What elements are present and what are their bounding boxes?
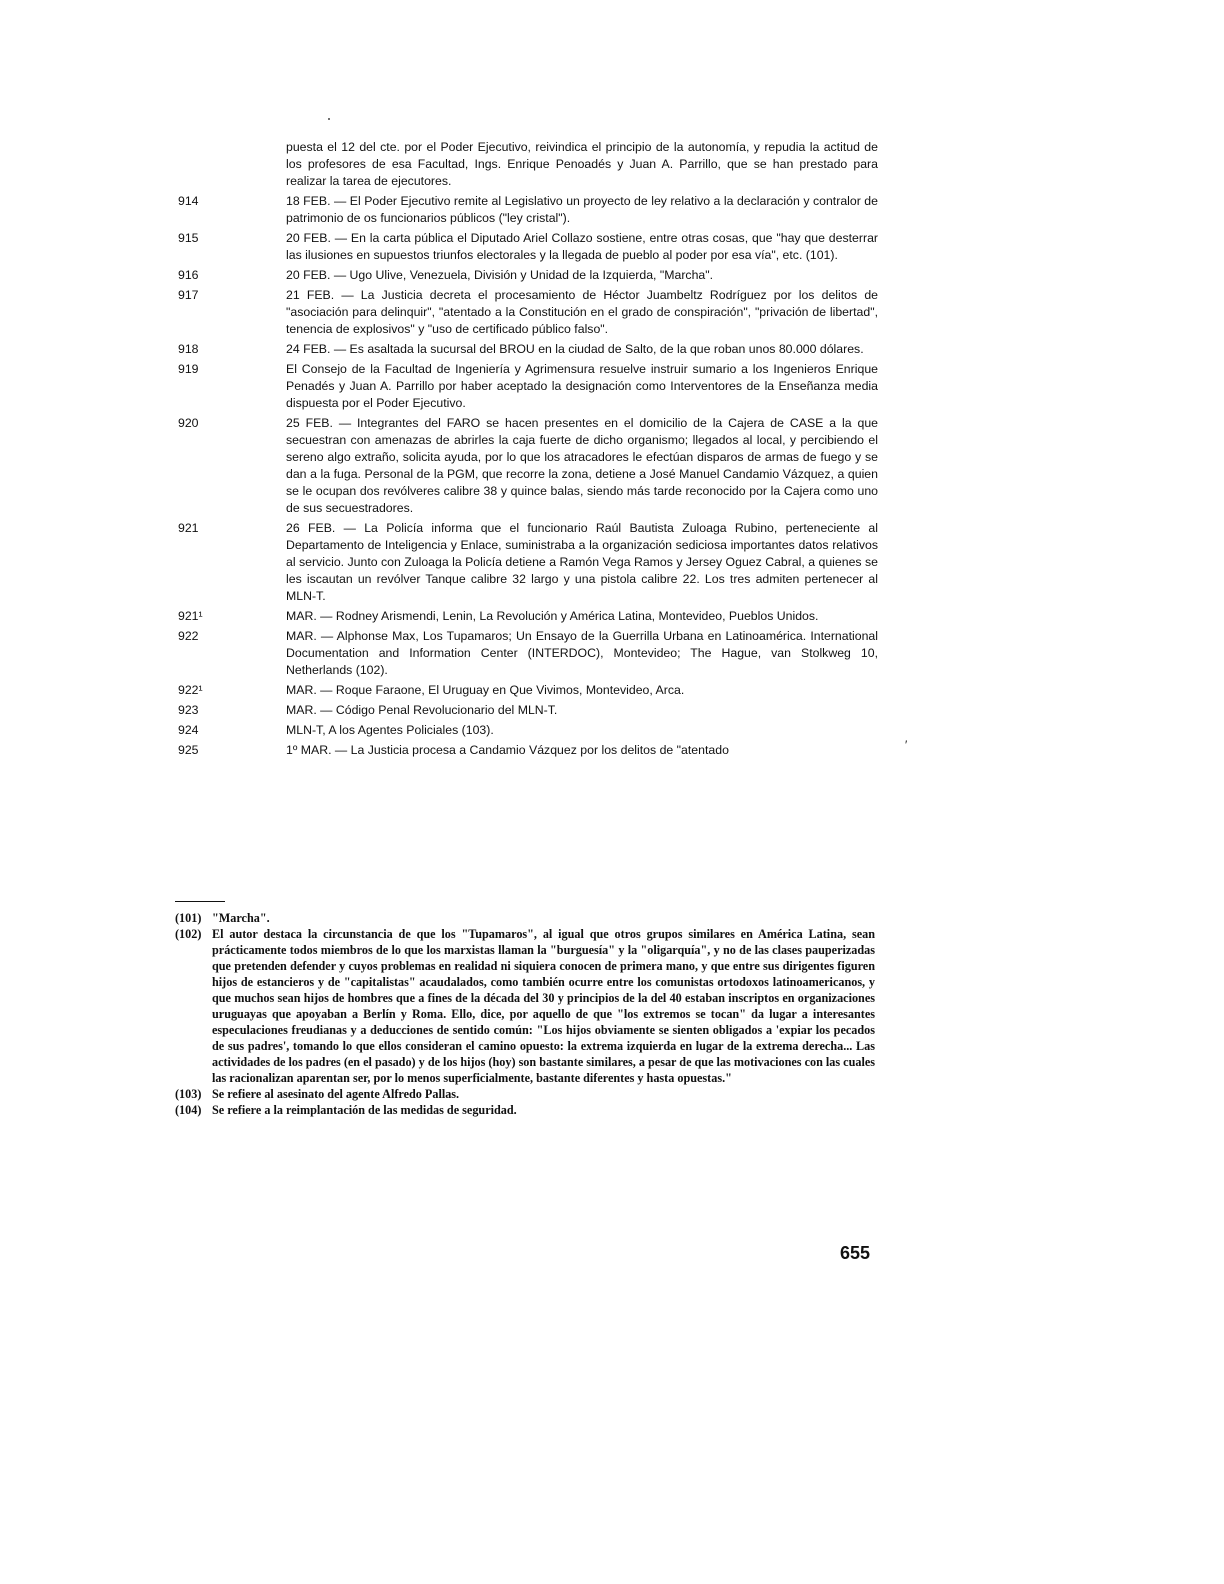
stray-mark: ′	[905, 738, 908, 752]
entry-number: 919	[178, 362, 199, 376]
footnote-101	[175, 910, 875, 926]
entry-number: 921¹	[178, 609, 203, 623]
entry-text: 24 FEB. — Es asaltada la sucursal del BROU en la ciudad de Salto, de la que roban unos 80.000 dólares.	[286, 342, 864, 356]
entry-925	[178, 742, 878, 759]
entry-text: 18 FEB. — El Poder Ejecutivo remite al Legislativo un proyecto de ley relativo a la declaración y contralor de patrimonio de os funcionarios públicos ("ley cristal").	[286, 194, 878, 225]
footnote-text: El autor destaca la circunstancia de que los "Tupamaros", al igual que otros grupos similares en América Latina, sean prácticamente todos miembros de lo que los marxistas llaman la "burguesía" y la "oligarquía", y no de las clases pauperizadas que pretenden defender y cuyos problemas en realidad ni siquiera conocen de primera mano, y que entre sus dirigentes figuren hijos de estancieros y de "capitalistas" acaudalados, como también ocurre entre los comunistas ortodoxos latinoamericanos, y que muchos sean hijos de hombres que a fines de la década del 30 y principios de la del 40 estaban inscriptos en organizaciones uruguayas que apoyaban a Berlín y Roma. Ello, dice, por aquello de que "los extremos se tocan" da lugar a interesantes especulaciones freudianas y a deducciones de sentido común: "Los hijos obviamente se sienten obligados a 'expiar los pecados de sus padres', tomando lo que ellos consideran el camino opuesto: la extrema izquierda en lugar de la extrema derecha... Las actividades de los padres (en el pasado) y de los hijos (hoy) son bastante similares, a pesar de que las motivaciones con las cuales las racionalizan aparentan ser, por lo menos superficialmente, bastante diferentes y hasta opuestas."	[212, 927, 875, 1085]
entry-922-1	[178, 682, 878, 699]
entry-text: MAR. — Rodney Arismendi, Lenin, La Revolución y América Latina, Montevideo, Pueblos Unidos.	[286, 609, 819, 623]
chronology-entries	[178, 139, 878, 762]
entry-number: 925	[178, 743, 199, 757]
entry-924	[178, 722, 878, 739]
entry-914	[178, 193, 878, 227]
entry-text: 25 FEB. — Integrantes del FARO se hacen presentes en el domicilio de la Cajera de CASE a la que secuestran con amenazas de abrirles la caja fuerte de dicho organismo; llegados al local, y percibiendo el sereno algo extraño, solicita ayuda, por lo que los atracadores le efectúan disparos de armas de fuego y se dan a la fuga. Personal de la PGM, que recorre la zona, detiene a José Manuel Candamio Vázquez, a quien se le ocupan dos revólveres calibre 38 y quince balas, siendo más tarde reconocido por la Cajera como uno de sus secuestradores.	[286, 416, 878, 515]
page-number: 655	[840, 1243, 871, 1263]
entry-number: 918	[178, 342, 199, 356]
footnote-text: Se refiere a la reimplantación de las medidas de seguridad.	[212, 1103, 517, 1117]
footnote-102	[175, 926, 875, 1086]
entry-922	[178, 628, 878, 679]
footnote-number: (101)	[175, 911, 202, 925]
entry-number: 922¹	[178, 683, 203, 697]
entry-number: 914	[178, 194, 199, 208]
entry-919	[178, 361, 878, 412]
footnotes	[175, 910, 875, 1118]
entry-number: 920	[178, 416, 199, 430]
entry-917	[178, 287, 878, 338]
entry-number: 922	[178, 629, 199, 643]
entry-number: 916	[178, 268, 199, 282]
entry-continuation	[178, 139, 878, 190]
footnote-text: "Marcha".	[212, 911, 270, 925]
entry-text: MAR. — Alphonse Max, Los Tupamaros; Un Ensayo de la Guerrilla Urbana en Latinoamérica. International Documentation and Information Center (INTERDOC), Montevideo; The Hague, van Stolkweg 10, Netherlands (102).	[286, 629, 878, 677]
entry-text: El Consejo de la Facultad de Ingeniería y Agrimensura resuelve instruir sumario a los Ingenieros Enrique Penadés y Juan A. Parrillo por haber aceptado la designación como Interventores de la Enseñanza media dispuesta por el Poder Ejecutivo.	[286, 362, 878, 410]
entry-number: 923	[178, 703, 199, 717]
entry-text: 1º MAR. — La Justicia procesa a Candamio Vázquez por los delitos de "atentado	[286, 743, 729, 757]
entry-text: MAR. — Roque Faraone, El Uruguay en Que Vivimos, Montevideo, Arca.	[286, 683, 685, 697]
footnote-103	[175, 1086, 875, 1102]
entry-text: MAR. — Código Penal Revolucionario del MLN-T.	[286, 703, 558, 717]
entry-text: 26 FEB. — La Policía informa que el funcionario Raúl Bautista Zuloaga Rubino, perteneciente al Departamento de Inteligencia y Enlace, suministraba a la organización sediciosa importantes datos relativos al servicio. Junto con Zuloaga la Policía detiene a Ramón Vega Ramos y Jersey Oguez Cabral, a quienes se les iscautan un revólver Tanque calibre 32 largo y una pistola calibre 22. Los tres admiten pertenecer al MLN-T.	[286, 521, 878, 603]
entry-916	[178, 267, 878, 284]
entry-915	[178, 230, 878, 264]
entry-923	[178, 702, 878, 719]
entry-918	[178, 341, 878, 358]
entry-text: 21 FEB. — La Justicia decreta el procesamiento de Héctor Juambeltz Rodríguez por los delitos de "asociación para delinquir", "atentado a la Constitución en el grado de conspiración", "privación de libertad", tenencia de explosivos" y "uso de certificado público falso".	[286, 288, 878, 336]
entry-number: 917	[178, 288, 199, 302]
speck-mark	[328, 118, 330, 120]
entry-920	[178, 415, 878, 517]
entry-text: puesta el 12 del cte. por el Poder Ejecutivo, reivindica el principio de la autonomía, y repudia la actitud de los profesores de esa Facultad, Ings. Enrique Penoadés y Juan A. Parrillo, que se han prestado para realizar la tarea de ejecutores.	[286, 140, 878, 188]
footnote-divider	[175, 901, 225, 902]
footnote-text: Se refiere al asesinato del agente Alfredo Pallas.	[212, 1087, 460, 1101]
entry-number	[178, 139, 286, 190]
footnote-number: (102)	[175, 927, 202, 941]
entry-text: 20 FEB. — Ugo Ulive, Venezuela, División y Unidad de la Izquierda, "Marcha".	[286, 268, 714, 282]
entry-number: 921	[178, 521, 199, 535]
entry-number: 915	[178, 231, 199, 245]
entry-text: 20 FEB. — En la carta pública el Diputado Ariel Collazo sostiene, entre otras cosas, que "hay que desterrar las ilusiones en supuestos triunfos electorales y la llegada de pueblo al poder por esa vía", etc. (101).	[286, 231, 878, 262]
entry-number: 924	[178, 723, 199, 737]
footnote-number: (103)	[175, 1087, 202, 1101]
footnote-number: (104)	[175, 1103, 202, 1117]
entry-text: MLN-T, A los Agentes Policiales (103).	[286, 723, 494, 737]
entry-921-1	[178, 608, 878, 625]
entry-921	[178, 520, 878, 605]
footnote-104	[175, 1102, 875, 1118]
